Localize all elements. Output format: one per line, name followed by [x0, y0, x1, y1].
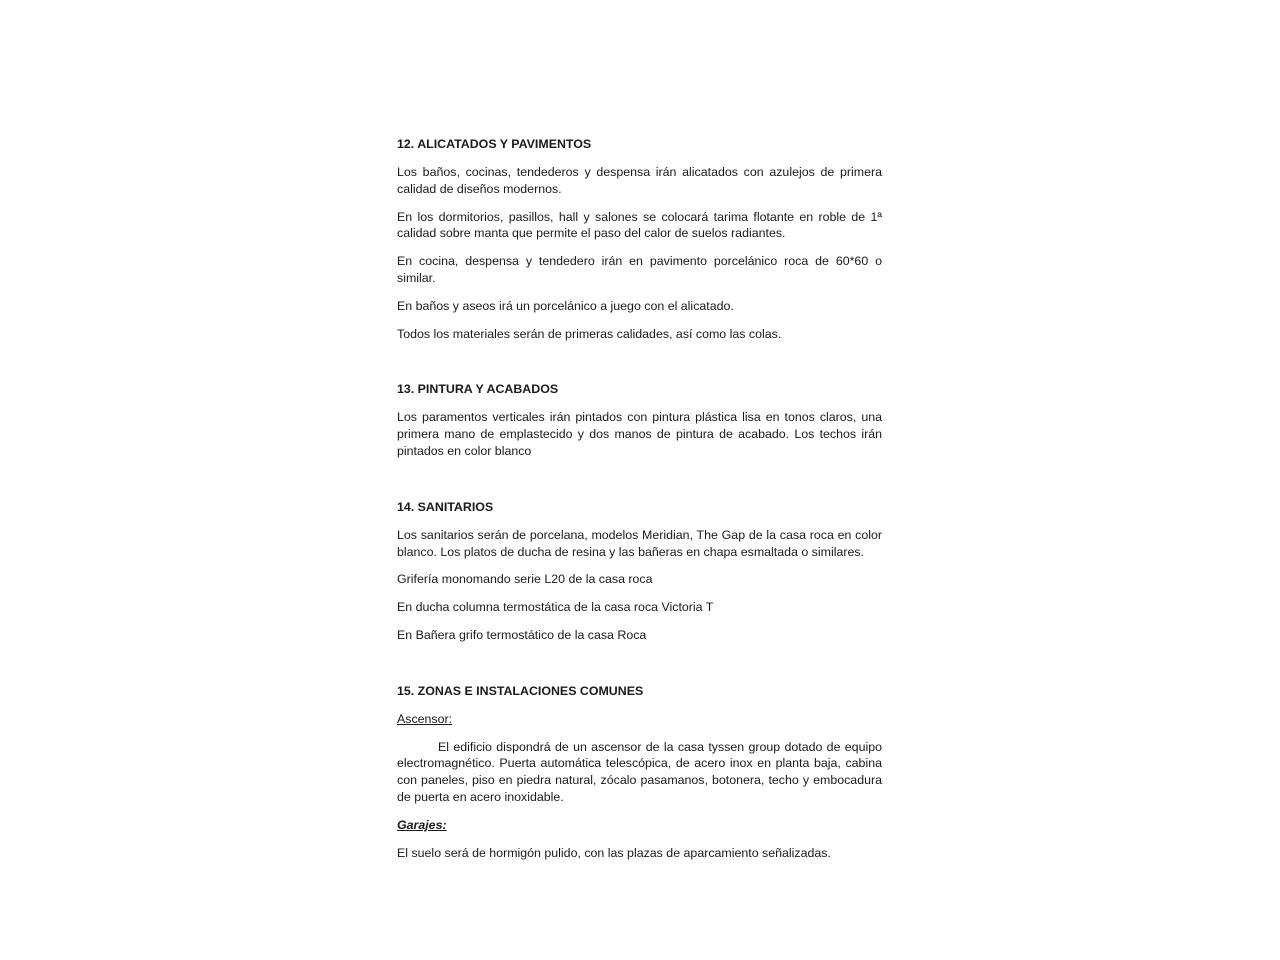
document-page: [397, 136, 882, 872]
section-zonas-comunes: [397, 683, 882, 862]
paragraph-garajes: El suelo será de hormigón pulido, con las plazas de aparcamiento señalizadas.: [397, 845, 831, 860]
paragraph: En ducha columna termostática de la casa roca Victoria T: [397, 600, 714, 615]
section-heading: 12. ALICATADOS Y PAVIMENTOS: [397, 137, 592, 151]
paragraph: Grifería monomando serie L20 de la casa roca: [397, 572, 653, 587]
paragraph: Los baños, cocinas, tendederos y despensa irán alicatados con azulejos de primera calidad de diseños modernos.: [397, 165, 882, 196]
section-spacer: [397, 471, 882, 499]
subheading-ascensor: Ascensor:: [397, 711, 453, 726]
paragraph: Todos los materiales serán de primeras calidades, así como las colas.: [397, 326, 782, 341]
paragraph-ascensor: El edificio dispondrá de un ascensor de la casa tyssen group dotado de equipo electromagnético. Puerta automática telescópica, de acero inox en planta baja, cabina con paneles, piso en piedra natural, zócalo pasamanos, botonera, techo y embocadura de puerta en acero inoxidable.: [397, 739, 882, 804]
paragraph: En los dormitorios, pasillos, hall y salones se colocará tarima flotante en roble de 1ª calidad sobre manta que permite el paso del calor de suelos radiantes.: [397, 209, 882, 241]
section-alicatados: [397, 136, 882, 342]
section-heading: 13. PINTURA Y ACABADOS: [397, 382, 559, 397]
section-heading: 15. ZONAS E INSTALACIONES COMUNES: [397, 683, 644, 698]
section-heading: 14. SANITARIOS: [397, 499, 494, 514]
section-spacer: [397, 353, 882, 381]
section-spacer: [397, 655, 882, 683]
paragraph: Los paramentos verticales irán pintados con pintura plástica lisa en tonos claros, una primera mano de emplastecido y dos manos de pintura de acabado. Los techos irán pintados en color blanco: [397, 410, 882, 458]
paragraph: En cocina, despensa y tendedero irán en pavimento porcelánico roca de 60*60 o similar.: [397, 254, 882, 285]
paragraph: En Bañera grifo termostático de la casa Roca: [397, 627, 647, 642]
section-pintura: [397, 381, 882, 459]
section-sanitarios: [397, 499, 882, 644]
subheading-garajes: Garajes:: [397, 817, 447, 832]
paragraph: Los sanitarios serán de porcelana, modelos Meridian, The Gap de la casa roca en color blanco. Los platos de ducha de resina y las bañeras en chapa esmaltada o similares.: [397, 527, 882, 559]
paragraph: En baños y aseos irá un porcelánico a juego con el alicatado.: [397, 298, 734, 313]
